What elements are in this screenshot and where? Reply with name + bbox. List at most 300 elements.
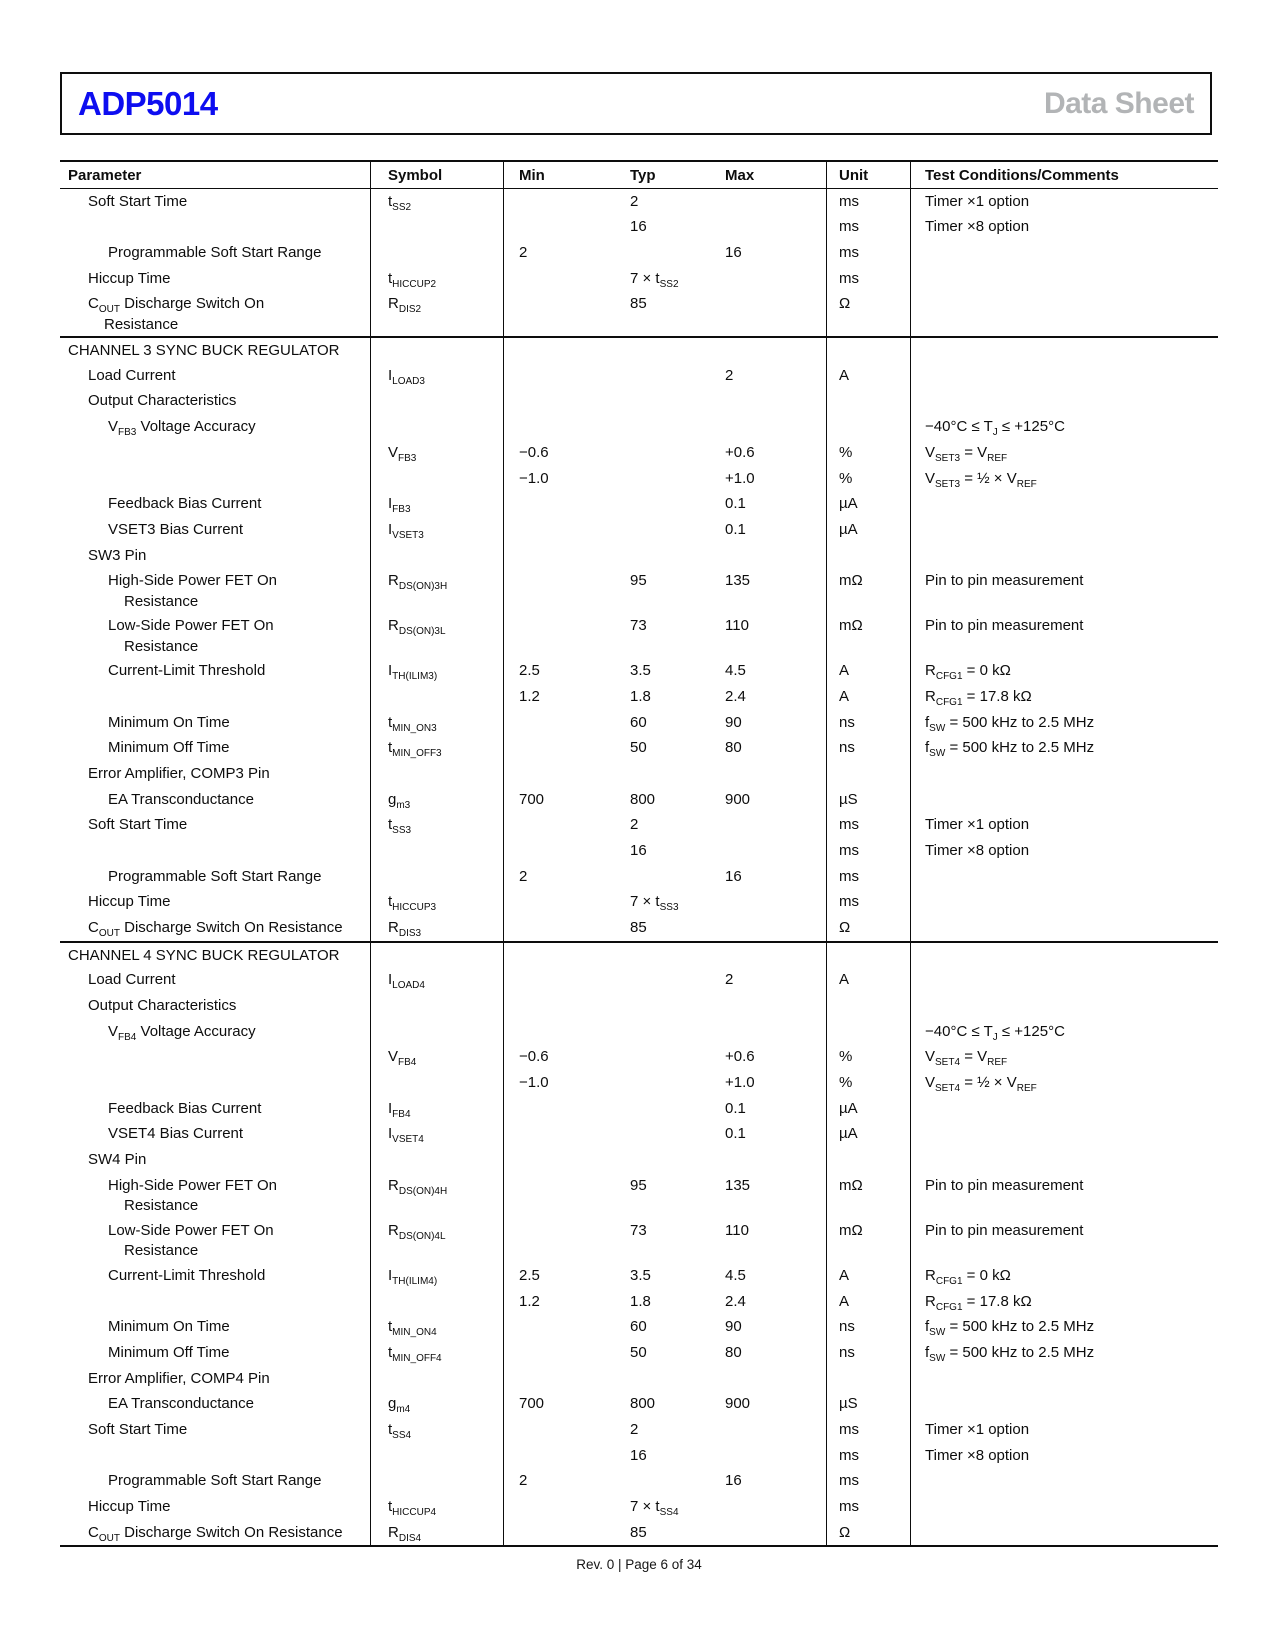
param-cell: Output Characteristics [88, 392, 237, 410]
param-cell: SW4 Pin [88, 1151, 147, 1169]
table-row [60, 568, 1218, 613]
param-cell [60, 684, 370, 710]
min-cell: −0.6 [503, 1044, 615, 1070]
table-row [60, 787, 1218, 813]
symbol-cell: $t_{MIN\_ON3}$ [370, 710, 503, 736]
max-cell [712, 943, 826, 968]
unit-cell: A [826, 967, 910, 993]
max-cell [712, 993, 826, 1019]
col-header-test-conditions: Test Conditions/Comments [910, 162, 1218, 188]
min-cell [503, 338, 615, 363]
page-header [60, 72, 1212, 135]
conditions-cell: $R_{CFG1} = 0$ kΩ [910, 1263, 1218, 1289]
typ-cell: 800 [630, 1395, 656, 1413]
typ-cell [615, 993, 712, 1019]
symbol-cell: $I_{FB3}$ [370, 491, 503, 517]
symbol-cell: $I_{LOAD4}$ [370, 967, 503, 993]
typ-cell: 1.8 [630, 1292, 651, 1310]
min-cell [503, 1417, 615, 1443]
col-header-max: Max [725, 166, 755, 184]
conditions-cell: $V_{SET3}$ = ½ × $V_{REF}$ [910, 466, 1218, 492]
max-cell: 4.5 [725, 662, 746, 680]
min-cell [503, 1218, 615, 1263]
param-cell: High-Side Power FET On Resistance [108, 572, 277, 610]
param-cell: Load Current [88, 366, 176, 384]
typ-cell [615, 466, 712, 492]
symbol-cell [370, 543, 503, 569]
conditions-cell: $R_{CFG1} = 0$ kΩ [910, 658, 1218, 684]
param-cell: Soft Start Time [88, 816, 188, 834]
param-cell [60, 1044, 370, 1070]
typ-cell [615, 363, 712, 389]
symbol-cell: $t_{HICCUP4}$ [370, 1494, 503, 1520]
table-row [60, 214, 1218, 240]
min-cell [503, 1096, 615, 1122]
max-cell: 0.1 [725, 1125, 746, 1143]
param-cell: Feedback Bias Current [108, 495, 262, 513]
typ-cell: 2 [630, 192, 639, 210]
symbol-cell [370, 240, 503, 266]
max-cell [712, 266, 826, 292]
min-cell [503, 214, 615, 240]
param-cell: VSET4 Bias Current [108, 1125, 244, 1143]
conditions-cell: Pin to pin measurement [910, 1218, 1218, 1263]
table-row [60, 1096, 1218, 1122]
min-cell [503, 189, 615, 215]
min-cell [503, 812, 615, 838]
conditions-cell: $V_{SET3} = V_{REF}$ [910, 440, 1218, 466]
unit-cell: ms [826, 864, 910, 890]
conditions-cell [910, 967, 1218, 993]
min-cell: −1.0 [503, 1070, 615, 1096]
table-row [60, 1289, 1218, 1315]
param-cell: $C_{OUT}$ Discharge Switch On Resistance [88, 1523, 343, 1544]
typ-cell [615, 440, 712, 466]
min-cell [503, 1147, 615, 1173]
conditions-cell [910, 240, 1218, 266]
section-header-row [60, 941, 1218, 968]
typ-cell [615, 491, 712, 517]
part-number: ADP5014 [78, 84, 218, 122]
max-cell: +0.6 [725, 1048, 755, 1066]
unit-cell [826, 338, 910, 363]
conditions-cell [910, 291, 1218, 336]
table-row [60, 1019, 1218, 1045]
min-cell [503, 838, 615, 864]
typ-cell [615, 388, 712, 414]
min-cell [503, 1520, 615, 1546]
param-cell: VSET3 Bias Current [108, 520, 244, 538]
table-row [60, 915, 1218, 941]
min-cell: 2.5 [503, 658, 615, 684]
param-cell [60, 1443, 370, 1469]
max-cell [712, 1019, 826, 1045]
table-row [60, 812, 1218, 838]
max-cell [712, 214, 826, 240]
conditions-cell: Pin to pin measurement [910, 613, 1218, 658]
table-row [60, 1520, 1218, 1546]
min-cell [503, 967, 615, 993]
max-cell: 2.4 [725, 1292, 746, 1310]
symbol-cell [370, 214, 503, 240]
param-cell: Minimum On Time [108, 713, 230, 731]
conditions-cell [910, 338, 1218, 363]
max-cell [712, 1417, 826, 1443]
unit-cell: % [826, 1044, 910, 1070]
typ-cell: 800 [630, 790, 656, 808]
symbol-cell: $t_{SS2}$ [370, 189, 503, 215]
min-cell: 2 [503, 864, 615, 890]
param-cell [60, 466, 370, 492]
min-cell [503, 291, 615, 336]
symbol-cell: $t_{MIN\_ON4}$ [370, 1314, 503, 1340]
typ-cell [615, 967, 712, 993]
conditions-cell: Timer ×1 option [910, 812, 1218, 838]
unit-cell: A [826, 1289, 910, 1315]
conditions-cell: Pin to pin measurement [910, 568, 1218, 613]
max-cell: 80 [725, 1343, 742, 1361]
conditions-cell [910, 1121, 1218, 1147]
max-cell [712, 1443, 826, 1469]
unit-cell [826, 993, 910, 1019]
min-cell: 700 [503, 787, 615, 813]
unit-cell: ms [826, 889, 910, 915]
unit-cell: mΩ [826, 1218, 910, 1263]
param-cell [60, 1070, 370, 1096]
max-cell: 900 [725, 1395, 751, 1413]
conditions-cell [910, 266, 1218, 292]
min-cell [503, 266, 615, 292]
symbol-cell: $I_{VSET4}$ [370, 1121, 503, 1147]
unit-cell: µA [826, 1096, 910, 1122]
unit-cell: A [826, 363, 910, 389]
unit-cell: µA [826, 1121, 910, 1147]
unit-cell: Ω [826, 1520, 910, 1546]
symbol-cell: $V_{FB3}$ [370, 440, 503, 466]
unit-cell: A [826, 658, 910, 684]
max-cell [712, 338, 826, 363]
symbol-cell: $R_{DIS4}$ [370, 1520, 503, 1546]
param-cell [60, 214, 370, 240]
typ-cell: 85 [630, 295, 647, 313]
max-cell [712, 291, 826, 336]
symbol-cell: $R_{DS(ON)4L}$ [370, 1218, 503, 1263]
max-cell [712, 1147, 826, 1173]
max-cell: +0.6 [725, 443, 755, 461]
max-cell: 4.5 [725, 1266, 746, 1284]
typ-cell: 73 [630, 1221, 647, 1239]
table-row [60, 414, 1218, 440]
conditions-cell [910, 1391, 1218, 1417]
min-cell: 2.5 [503, 1263, 615, 1289]
symbol-cell: $t_{MIN\_OFF3}$ [370, 735, 503, 761]
param-cell: Hiccup Time [88, 269, 171, 287]
conditions-cell: $f_{SW} = 500$ kHz to 2.5 MHz [910, 1314, 1218, 1340]
param-cell: Current-Limit Threshold [108, 662, 266, 680]
max-cell: 0.1 [725, 495, 746, 513]
typ-cell [615, 1044, 712, 1070]
param-cell: Feedback Bias Current [108, 1099, 262, 1117]
min-cell [503, 491, 615, 517]
min-cell [503, 1314, 615, 1340]
typ-cell [615, 240, 712, 266]
conditions-cell [910, 1468, 1218, 1494]
conditions-cell [910, 1520, 1218, 1546]
table-row [60, 761, 1218, 787]
typ-cell [615, 943, 712, 968]
min-cell [503, 915, 615, 941]
table-row [60, 864, 1218, 890]
unit-cell: ns [826, 710, 910, 736]
conditions-cell [910, 943, 1218, 968]
col-header-unit: Unit [826, 162, 910, 188]
unit-cell: ms [826, 1443, 910, 1469]
min-cell [503, 993, 615, 1019]
unit-cell: ns [826, 735, 910, 761]
conditions-cell [910, 1366, 1218, 1392]
max-cell [712, 915, 826, 941]
param-cell: $V_{FB4}$ Voltage Accuracy [108, 1022, 256, 1043]
spec-table [60, 160, 1218, 1547]
typ-cell: $7 \times t_{SS2}$ [630, 269, 679, 290]
param-cell: Soft Start Time [88, 192, 188, 210]
typ-cell [615, 1070, 712, 1096]
typ-cell: $7 \times t_{SS4}$ [630, 1498, 679, 1518]
typ-cell: 3.5 [630, 1266, 651, 1284]
conditions-cell [910, 1494, 1218, 1520]
min-cell [503, 388, 615, 414]
table-row [60, 1340, 1218, 1366]
max-cell [712, 1366, 826, 1392]
typ-cell [615, 1121, 712, 1147]
conditions-cell [910, 388, 1218, 414]
typ-cell [615, 414, 712, 440]
footer-text: Rev. 0 | Page 6 of 34 [576, 1557, 702, 1572]
table-row [60, 491, 1218, 517]
typ-cell: 85 [630, 919, 647, 937]
min-cell [503, 363, 615, 389]
conditions-cell: $f_{SW} = 500$ kHz to 2.5 MHz [910, 1340, 1218, 1366]
table-row [60, 1263, 1218, 1289]
col-header-symbol: Symbol [370, 162, 503, 188]
conditions-cell [910, 517, 1218, 543]
symbol-cell: $I_{TH(ILIM3)}$ [370, 658, 503, 684]
max-cell [712, 189, 826, 215]
typ-cell [615, 1468, 712, 1494]
symbol-cell: $I_{TH(ILIM4)}$ [370, 1263, 503, 1289]
max-cell: 2 [725, 971, 734, 989]
conditions-cell: Timer ×8 option [910, 1443, 1218, 1469]
table-row [60, 240, 1218, 266]
unit-cell: ns [826, 1314, 910, 1340]
table-row [60, 543, 1218, 569]
table-row [60, 993, 1218, 1019]
max-cell: 135 [725, 1176, 751, 1194]
min-cell: 1.2 [503, 1289, 615, 1315]
typ-cell [615, 1366, 712, 1392]
unit-cell: Ω [826, 915, 910, 941]
param-cell: Low-Side Power FET On Resistance [108, 1221, 274, 1260]
max-cell: 2 [725, 366, 734, 384]
max-cell: +1.0 [725, 469, 755, 487]
param-cell: Programmable Soft Start Range [108, 243, 322, 261]
symbol-cell [370, 1443, 503, 1469]
min-cell [503, 613, 615, 658]
min-cell [503, 1340, 615, 1366]
typ-cell [615, 543, 712, 569]
typ-cell: 60 [630, 713, 647, 731]
unit-cell: mΩ [826, 1173, 910, 1218]
conditions-cell [910, 1147, 1218, 1173]
param-cell [60, 1289, 370, 1315]
param-cell: $C_{OUT}$ Discharge Switch On Resistance [88, 295, 265, 333]
typ-cell: 2 [630, 816, 639, 834]
col-header-typ: Typ [630, 166, 656, 184]
max-cell: 80 [725, 739, 742, 757]
typ-cell: 95 [630, 1176, 647, 1194]
typ-cell [615, 338, 712, 363]
min-cell [503, 1366, 615, 1392]
max-cell: +1.0 [725, 1074, 755, 1092]
conditions-cell: $V_{SET4} = V_{REF}$ [910, 1044, 1218, 1070]
min-cell: 700 [503, 1391, 615, 1417]
table-row [60, 266, 1218, 292]
unit-cell: mΩ [826, 613, 910, 658]
conditions-cell [910, 864, 1218, 890]
typ-cell [615, 1019, 712, 1045]
table-row [60, 388, 1218, 414]
min-cell: 2 [503, 1468, 615, 1494]
table-row [60, 710, 1218, 736]
max-cell [712, 1494, 826, 1520]
param-cell: $C_{OUT}$ Discharge Switch On Resistance [88, 919, 343, 940]
conditions-cell [910, 543, 1218, 569]
param-cell: CHANNEL 3 SYNC BUCK REGULATOR [68, 342, 340, 360]
conditions-cell [910, 889, 1218, 915]
table-row [60, 1443, 1218, 1469]
section-header-row [60, 336, 1218, 363]
table-row [60, 684, 1218, 710]
typ-cell [615, 1147, 712, 1173]
unit-cell [826, 1366, 910, 1392]
min-cell: −1.0 [503, 466, 615, 492]
typ-cell: 50 [630, 1343, 647, 1361]
max-cell: 90 [725, 713, 742, 731]
param-cell: EA Transconductance [108, 1395, 254, 1413]
typ-cell: 60 [630, 1318, 647, 1336]
param-cell: CHANNEL 4 SYNC BUCK REGULATOR [68, 946, 340, 964]
conditions-cell [910, 491, 1218, 517]
max-cell: 110 [725, 617, 749, 635]
symbol-cell: $R_{DS(ON)3H}$ [370, 568, 503, 613]
doc-type-label: Data Sheet [1043, 86, 1194, 120]
table-row [60, 838, 1218, 864]
page-footer [60, 1557, 1218, 1572]
min-cell [503, 543, 615, 569]
conditions-cell [910, 915, 1218, 941]
unit-cell: ms [826, 266, 910, 292]
unit-cell [826, 1019, 910, 1045]
unit-cell: µA [826, 517, 910, 543]
conditions-cell: $R_{CFG1} = 17.8$ kΩ [910, 1289, 1218, 1315]
max-cell: 16 [725, 1472, 742, 1490]
symbol-cell: $t_{SS3}$ [370, 812, 503, 838]
min-cell [503, 735, 615, 761]
symbol-cell: $I_{VSET3}$ [370, 517, 503, 543]
table-row [60, 1391, 1218, 1417]
unit-cell: A [826, 1263, 910, 1289]
unit-cell: ms [826, 812, 910, 838]
unit-cell: mΩ [826, 568, 910, 613]
max-cell [712, 812, 826, 838]
table-row [60, 517, 1218, 543]
max-cell: 16 [725, 243, 742, 261]
unit-cell: ms [826, 189, 910, 215]
table-row [60, 440, 1218, 466]
table-row [60, 1366, 1218, 1392]
table-row [60, 1044, 1218, 1070]
table-header-row [60, 162, 1218, 189]
max-cell: 110 [725, 1221, 749, 1239]
unit-cell [826, 414, 910, 440]
typ-cell: 73 [630, 617, 647, 635]
min-cell: −0.6 [503, 440, 615, 466]
symbol-cell [370, 993, 503, 1019]
min-cell: 1.2 [503, 684, 615, 710]
symbol-cell [370, 684, 503, 710]
param-cell: Current-Limit Threshold [108, 1266, 266, 1284]
table-row [60, 189, 1218, 215]
symbol-cell [370, 1070, 503, 1096]
symbol-cell [370, 466, 503, 492]
symbol-cell: $g_{m3}$ [370, 787, 503, 813]
max-cell: 2.4 [725, 687, 746, 705]
table-row [60, 1173, 1218, 1218]
symbol-cell: $R_{DS(ON)3L}$ [370, 613, 503, 658]
min-cell [503, 1121, 615, 1147]
max-cell: 135 [725, 572, 751, 590]
unit-cell [826, 543, 910, 569]
max-cell: 90 [725, 1318, 742, 1336]
min-cell [503, 943, 615, 968]
param-cell: $V_{FB3}$ Voltage Accuracy [108, 418, 256, 439]
param-cell: SW3 Pin [88, 546, 147, 564]
param-cell: Error Amplifier, COMP4 Pin [88, 1369, 270, 1387]
param-cell: Minimum Off Time [108, 1343, 230, 1361]
typ-cell: 1.8 [630, 687, 651, 705]
symbol-cell [370, 1289, 503, 1315]
param-cell: Soft Start Time [88, 1420, 188, 1438]
unit-cell: Ω [826, 291, 910, 336]
symbol-cell [370, 338, 503, 363]
conditions-cell: Timer ×1 option [910, 189, 1218, 215]
table-row [60, 1121, 1218, 1147]
unit-cell: % [826, 1070, 910, 1096]
param-cell: Programmable Soft Start Range [108, 1472, 322, 1490]
conditions-cell [910, 761, 1218, 787]
table-row [60, 1314, 1218, 1340]
table-row [60, 1417, 1218, 1443]
unit-cell [826, 1147, 910, 1173]
min-cell [503, 1173, 615, 1218]
unit-cell: A [826, 684, 910, 710]
min-cell [503, 568, 615, 613]
param-cell: Output Characteristics [88, 997, 237, 1014]
col-header-min: Min [503, 162, 615, 188]
typ-cell: 3.5 [630, 662, 651, 680]
symbol-cell: $R_{DS(ON)4H}$ [370, 1173, 503, 1218]
table-row [60, 658, 1218, 684]
